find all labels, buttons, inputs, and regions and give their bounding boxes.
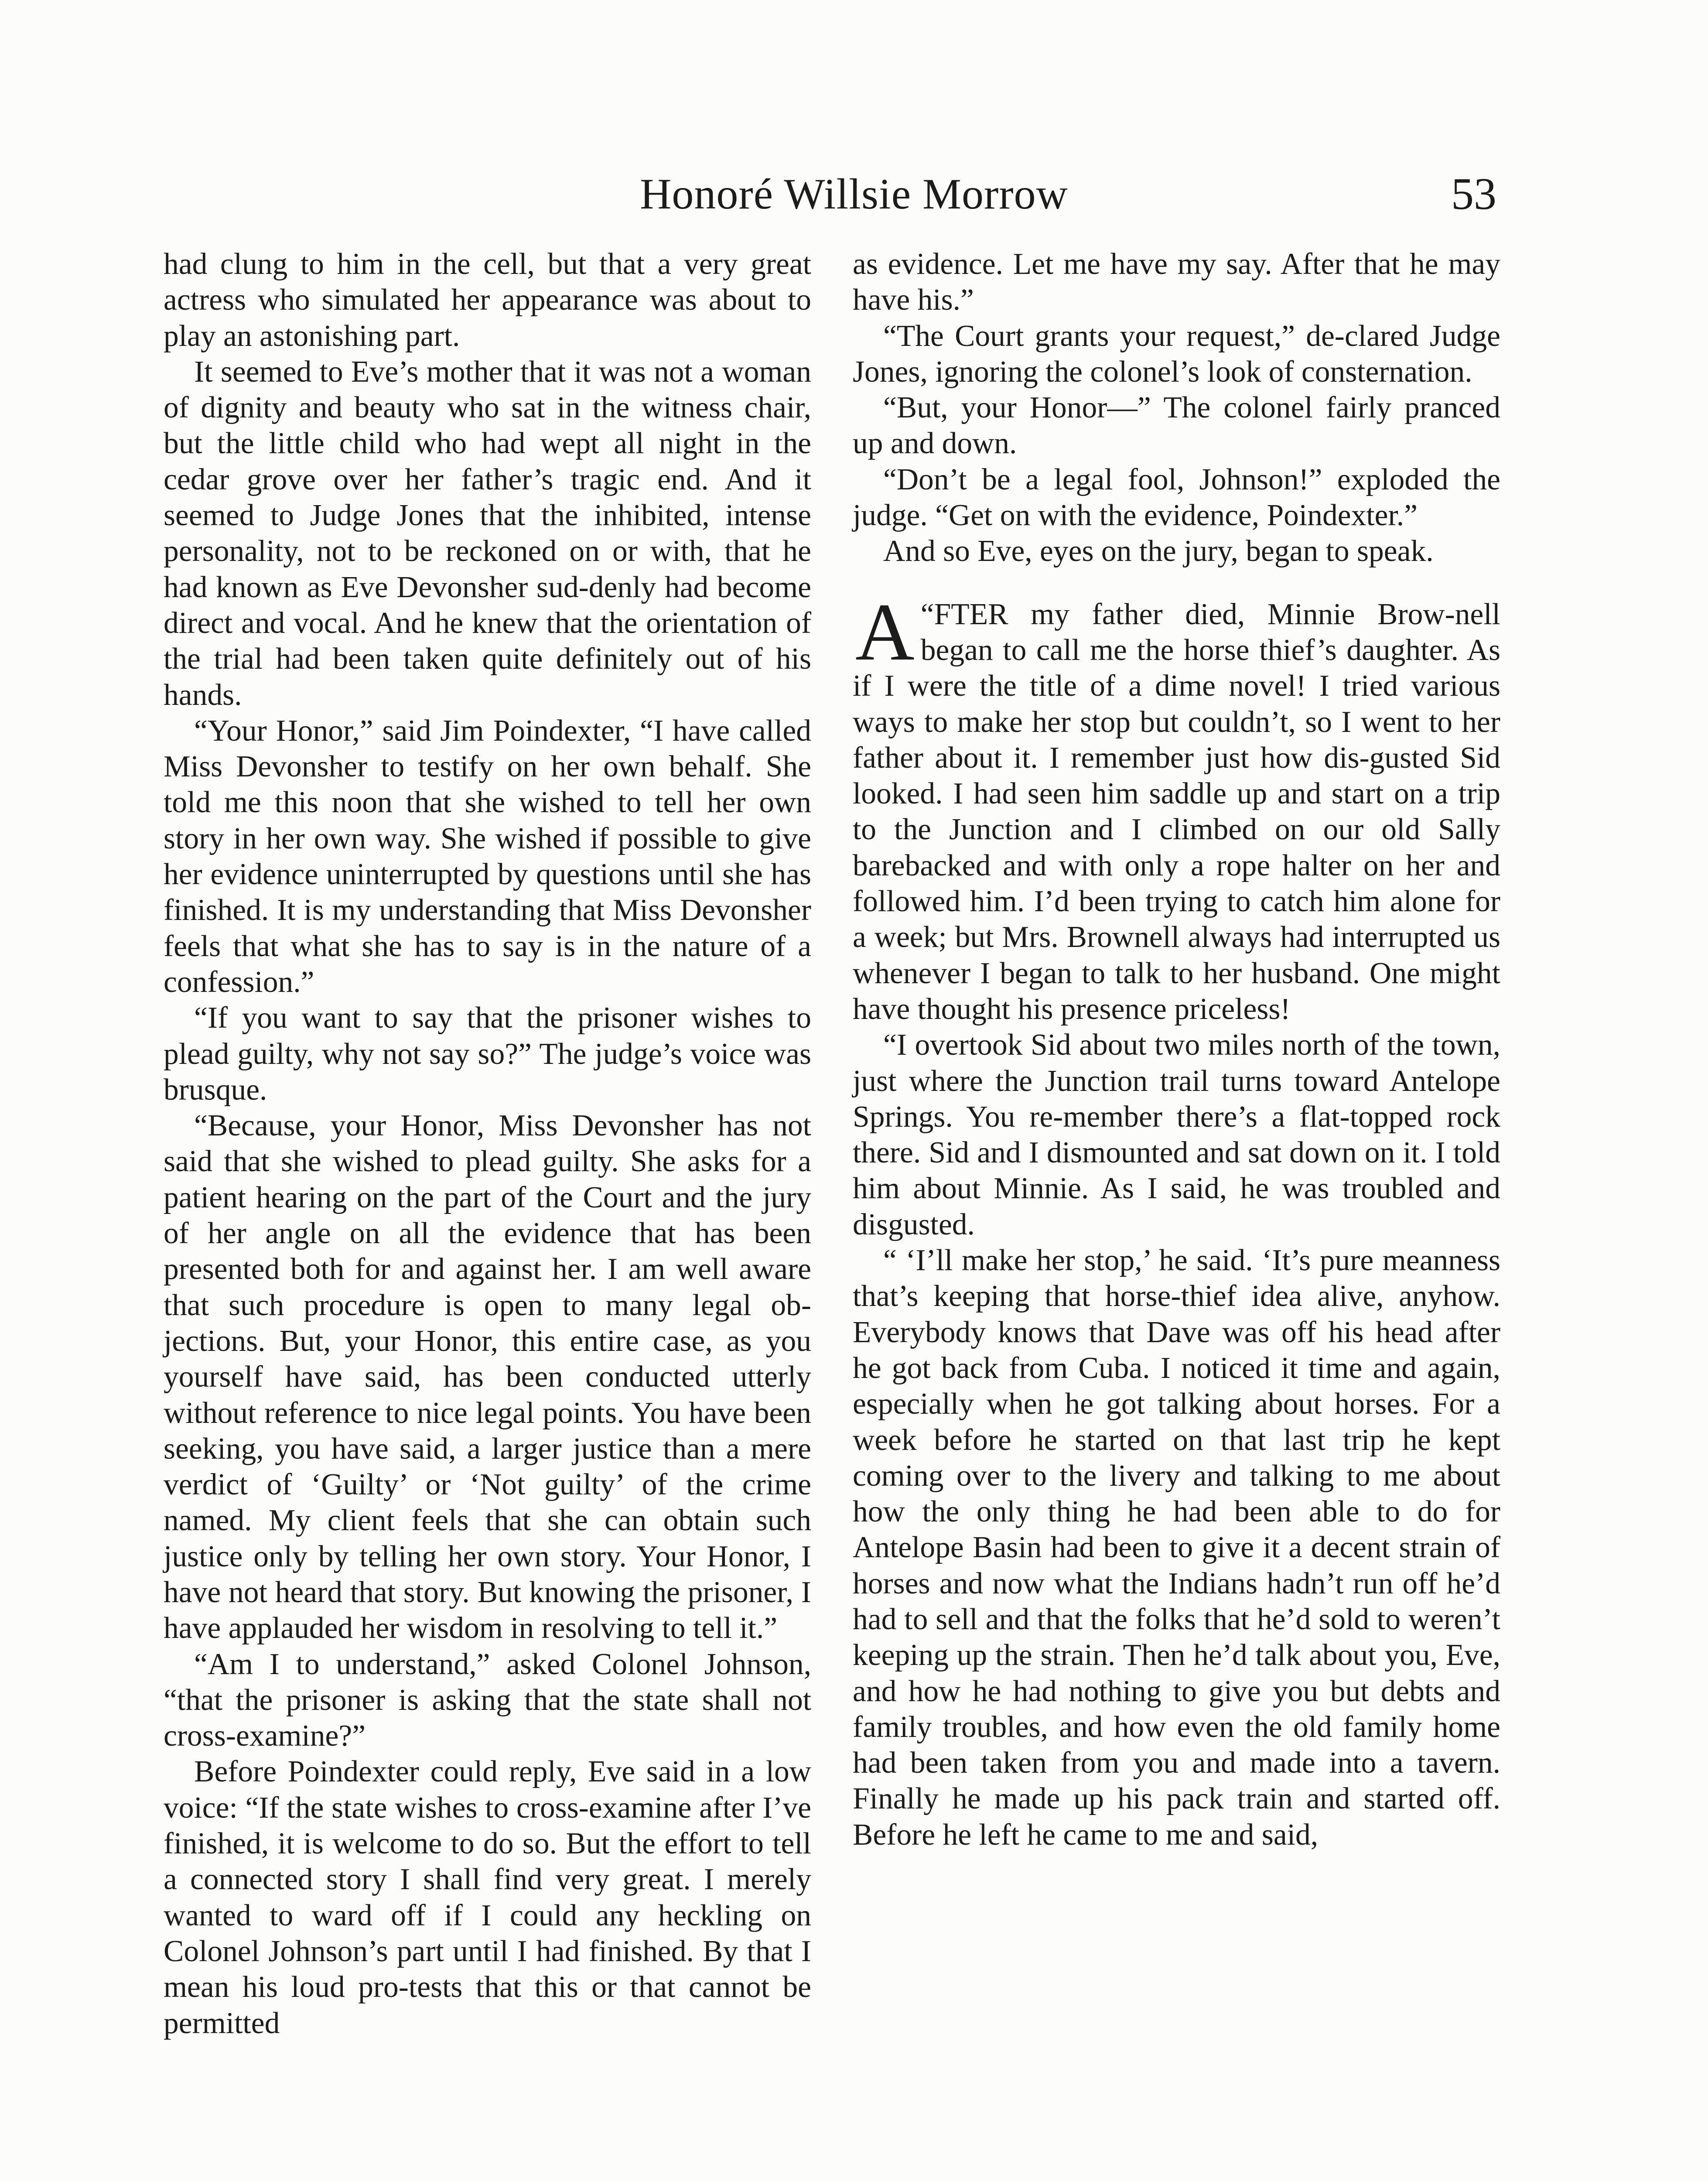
left-column (164, 246, 811, 2041)
section-opening-paragraph (853, 586, 1500, 1028)
paragraph: “ ‘I’ll make her stop,’ he said. ‘It’s pure meanness that’s keeping that horse-thief idea alive, anyhow. Everybody knows that Dave was off his head after he got back from Cuba. I noticed it time and again, especially when he got talking about horses. For a week before he started on that last trip he kept coming over to the livery and talking to me about how the only thing he had been able to do for Antelope Basin had been to give it a decent strain of horses and now what the Indians hadn’t run off he’d had to sell and that the folks that he’d sold to weren’t keeping up the strain. Then he’d talk about you, Eve, and how he had nothing to give you but debts and family troubles, and how even the old family home had been taken from you and made into a tavern. Finally he made up his pack train and started off. Before he left he came to me and said, (853, 1244, 1500, 1852)
section-first-text: FTER my father died, Minnie Brow-nell began to call me the horse thief’s daughter. As if I were the title of a dime novel! I tried various ways to make her stop but couldn’t, so I went to her father about it. I remember just how dis-gusted Sid looked. I had seen him saddle up and start on a trip to the Junction and I climbed on our old Sally barebacked and with only a rope halter on her and followed him. I’d been trying to catch him alone for a week; but Mrs. Brownell always had interrupted us whenever I began to talk to her husband. One might have thought his presence priceless! (853, 597, 1500, 1026)
paragraph: “Because, your Honor, Miss Devonsher has not said that she wished to plead guilty. She asks for a patient hearing on the part of the Court and the jury of her angle on all the evidence that has been presented both for and against her. I am well aware that such procedure is open to many legal ob-jections. But, your Honor, this entire case, as you yourself have said, has been conducted utterly without reference to nice legal points. You have been seeking, you have said, a larger justice than a mere verdict of ‘Guilty’ or ‘Not guilty’ of the crime named. My client feels that she can obtain such justice only by telling her own story. Your Honor, I have not heard that story. But knowing the prisoner, I have applauded her wisdom in resolving to tell it.” (164, 1109, 811, 1645)
paragraph: “The Court grants your request,” de-clared Judge Jones, ignoring the colonel’s look of consternation. (853, 319, 1500, 389)
paragraph: as evidence. Let me have my say. After that he may have his.” (853, 247, 1500, 317)
paragraph: “If you want to say that the prisoner wishes to plead guilty, why not say so?” The judge’s voice was brusque. (164, 1001, 811, 1107)
page-number: 53 (1451, 169, 1496, 219)
page-header (0, 161, 1708, 227)
paragraph: “Your Honor,” said Jim Poindexter, “I have called Miss Devonsher to testify on her own behalf. She told me this noon that she wished to tell her own story in her own way. She wished if possible to give her evidence uninterrupted by questions until she has finished. It is my understanding that Miss Devonsher feels that what she has to say is in the nature of a confession.” (164, 714, 811, 999)
paragraph: “Don’t be a legal fool, Johnson!” exploded the judge. “Get on with the evidence, Poindexter.” (853, 462, 1500, 533)
opening-quote: “ (920, 597, 934, 631)
running-head: Honoré Willsie Morrow (640, 170, 1068, 218)
paragraph: had clung to him in the cell, but that a very great actress who simulated her appearance was about to play an astonishing part. (164, 247, 811, 353)
right-column (853, 246, 1500, 1853)
paragraph: “Am I to understand,” asked Colonel Johnson, “that the prisoner is asking that the state shall not cross-examine?” (164, 1647, 811, 1753)
paragraph: “But, your Honor—” The colonel fairly pranced up and down. (853, 391, 1500, 461)
paragraph: It seemed to Eve’s mother that it was not a woman of dignity and beauty who sat in the witness chair, but the little child who had wept all night in the cedar grove over her father’s tragic end. And it seemed to Judge Jones that the inhibited, intense personality, not to be reckoned on or with, that he had known as Eve Devonsher sud-denly had become direct and vocal. And he knew that the orientation of the trial had been taken quite definitely out of his hands. (164, 355, 811, 712)
drop-cap: A (855, 586, 915, 677)
paragraph: “I overtook Sid about two miles north of the town, just where the Junction trail turns toward Antelope Springs. You re-member there’s a flat-topped rock there. Sid and I dismounted and sat down on it. I told him about Minnie. As I said, he was troubled and disgusted. (853, 1028, 1500, 1241)
paragraph: And so Eve, eyes on the jury, began to speak. (883, 534, 1434, 568)
paragraph: Before Poindexter could reply, Eve said in a low voice: “If the state wishes to cross-examine after I’ve finished, it is welcome to do so. But the effort to tell a connected story I shall find very great. I merely wanted to ward off if I could any heckling on Colonel Johnson’s part until I had finished. By that I mean his loud pro-tests that this or that cannot be permitted (164, 1755, 811, 2040)
